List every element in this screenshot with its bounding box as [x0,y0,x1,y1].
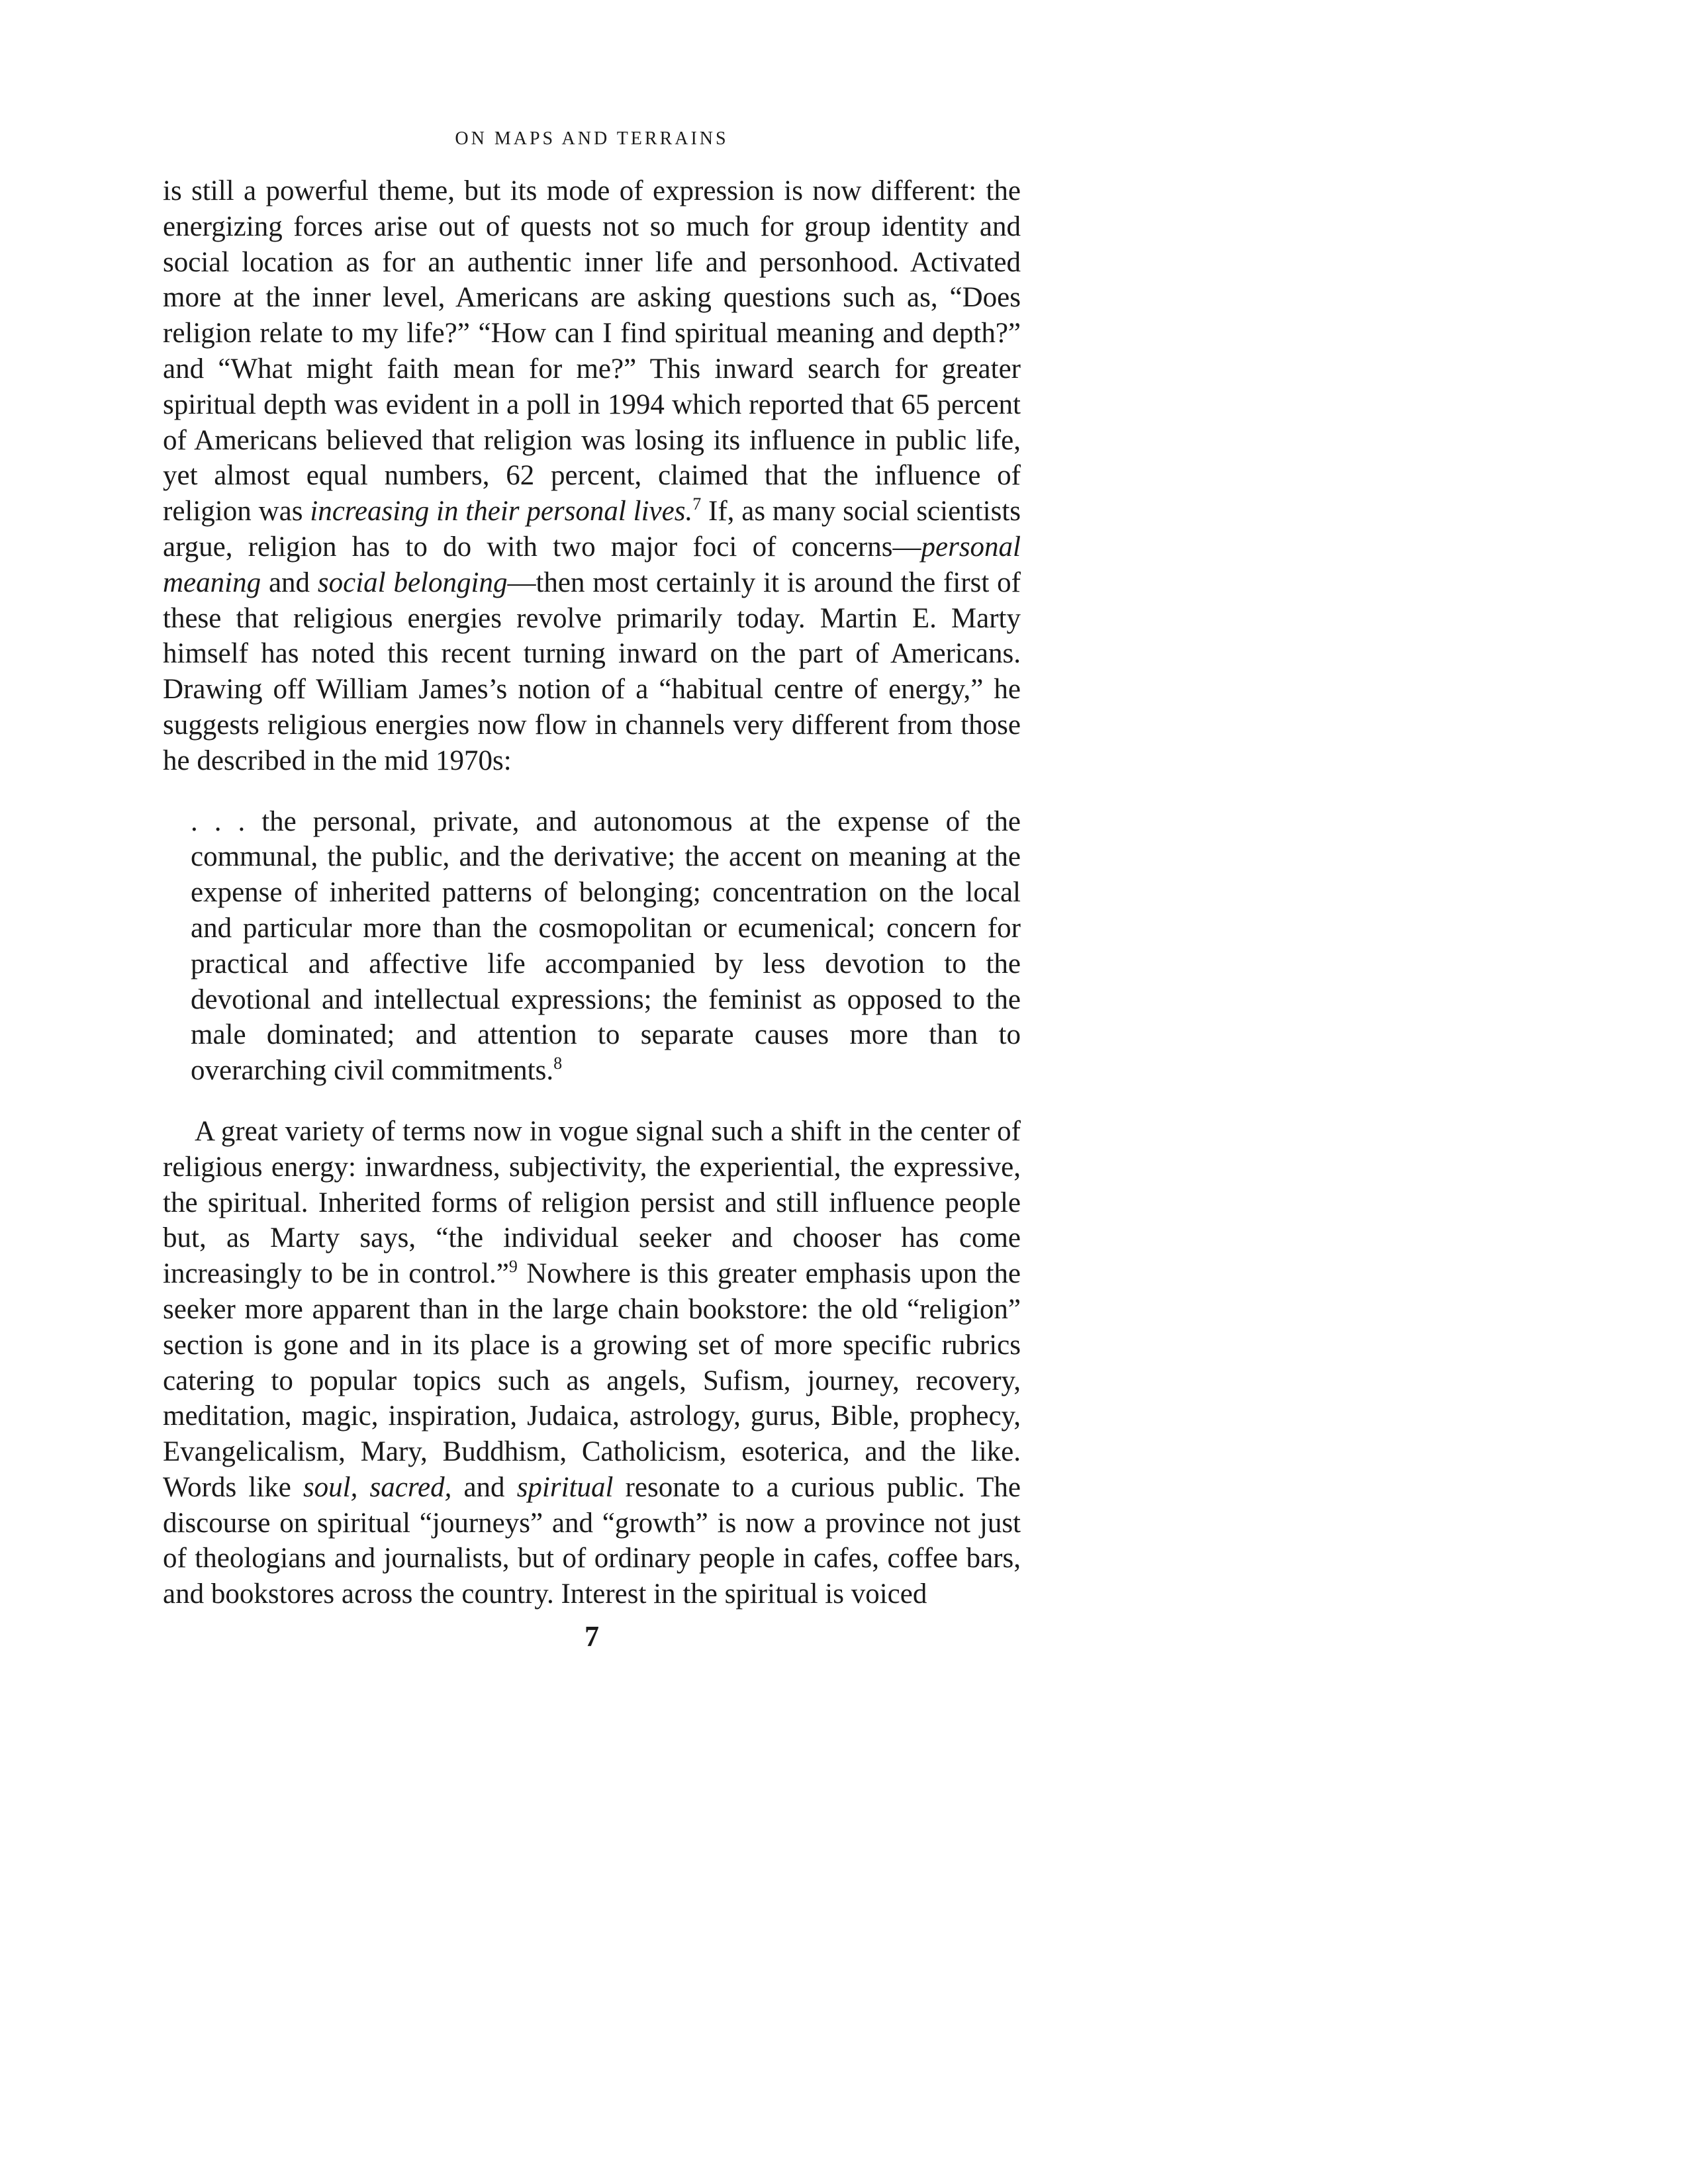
paragraph-continued [163,173,1021,779]
italic-word: sacred, [369,1471,452,1503]
page-number: 7 [585,1620,599,1653]
italic-phrase: increasing in their personal lives. [310,496,693,527]
italic-phrase: social belonging [317,567,508,598]
footnote-ref: 8 [553,1054,563,1073]
italic-phrase: personal meaning [163,531,1021,598]
quote-text: . . . the personal, private, and autonomous at the expense of the communal, the public, and the derivative; the accent on meaning at the expense of inherited patterns of belonging; concentration on the local and particular more than the cosmopolitan or ecumenical; concern for practical and affective life accompanied by less devotion to the devotional and intellectual expressions; the feminist as opposed to the male dominated; and attention to separate causes more than to overarching civil commitments. [191,805,1021,1087]
text-run: A great variety of terms now in vogue signal such a shift in the center of religious energy: inwardness, subjectivity, the experiential, the expressive, the spiritual. Inherited forms of religion persist and still influence people but, as Marty says, “the individual seeker and chooser has come increasingly to be in control.” [163,1115,1021,1290]
text-run: and [261,567,318,598]
text-run: and [451,1471,517,1503]
text-run: —then most certainly it is around the first of these that religious energies revolve primarily today. Martin E. Marty himself has noted this recent turning inward on the part of Americans. Drawing off William James’s notion of a “habitual centre of energy,” he suggests religious energies now flow in channels very different from those he described in the mid 1970s: [163,567,1021,776]
footnote-ref: 9 [508,1257,518,1277]
text-run: is still a powerful theme, but its mode of expression is now different: the energizing forces arise out of quests not so much for group identity and social location as for an authentic inner life and personhood. Activated more at the inner level, Americans are asking questions such as, “Does religion relate to my life?” “How can I find spiritual meaning and depth?” and “What might faith mean for me?” This inward search for greater spiritual depth was evident in a poll in 1994 which reported that 65 percent of Americans believed that religion was losing its influence in public life, yet almost equal numbers, 62 percent, claimed that the influence of religion was [163,175,1021,527]
text-run: If, as many social scientists argue, religion has to do with two major foci of concerns— [163,496,1021,563]
italic-word: spiritual [516,1471,614,1503]
body-text [163,173,1021,1612]
block-quote [191,804,1021,1089]
text-run: resonate to a curious public. The discourse on spiritual “journeys” and “growth” is now a province not just of theologians and journalists, but of ordinary people in cafes, coffee bars, and bookstores across the country. Interest in the spiritual is voiced [163,1471,1021,1610]
footnote-ref: 7 [692,494,702,514]
italic-word: soul, [303,1471,358,1503]
running-head: ON MAPS AND TERRAINS [455,128,729,149]
text-run [357,1472,369,1503]
text-run: Nowhere is this greater emphasis upon the seeker more apparent than in the large chain bookstore: the old “religion” section is gone and in its place is a growing set of more specific rubrics catering to popular topics such as angels, Sufism, journey, recovery, meditation, magic, inspiration, Judaica, astrology, gurus, Bible, prophecy, Evangelicalism, Mary, Buddhism, Catholicism, esoterica, and the like. Words like [163,1258,1021,1503]
paragraph [163,1114,1021,1612]
